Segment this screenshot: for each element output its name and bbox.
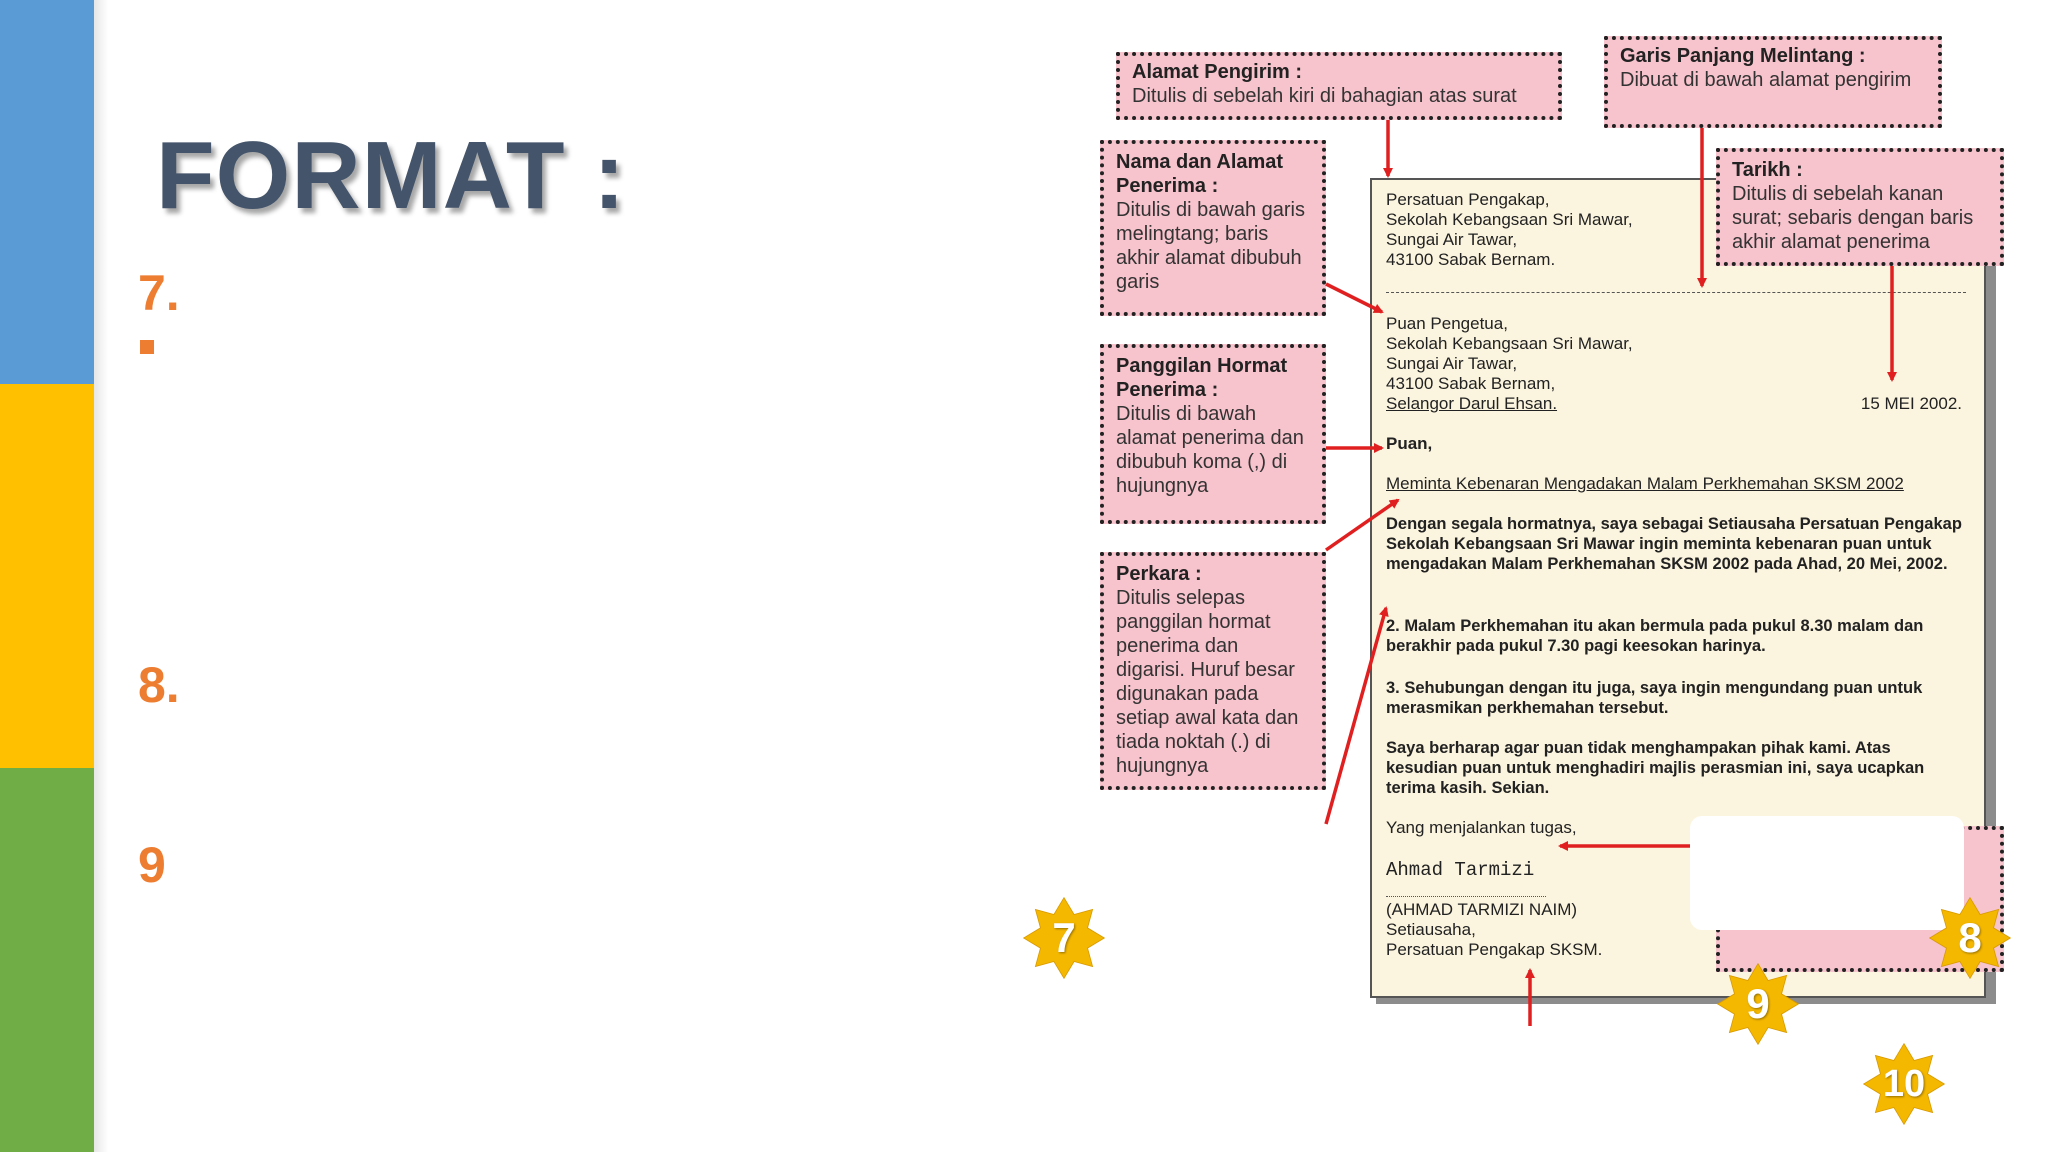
letter-paragraph-3: 3. Sehubungan dengan itu juga, saya ingin mengundang puan untuk merasmikan perkhemahan tersebut. (1386, 679, 1923, 717)
sender-line-1: Persatuan Pengakap, (1386, 190, 1550, 209)
cover-box (1690, 816, 1964, 930)
horizontal-rule (1386, 292, 1966, 293)
badge-label: 10 (1882, 1062, 1926, 1105)
callout-heading: Perkara : (1116, 563, 1202, 585)
letter-paragraph-1: Dengan segala hormatnya, saya sebagai Setiausaha Persatuan Pengakap Sekolah Kebangsaan Sri Mawar ingin meminta kebenaran puan untuk mengadakan Malam Perkhemahan SKSM 2002 pada Ahad, 20 Mei, 2002. (1386, 515, 1962, 573)
callout-heading: Panggilan Hormat Penerima : (1116, 355, 1288, 401)
item-number-7: 7. (138, 265, 180, 321)
letter-closing: Yang menjalankan tugas, (1386, 818, 1577, 837)
callout-body: Ditulis di bawah alamat penerima dan dibubuh koma (,) di hujungnya (1116, 403, 1304, 497)
side-stripe-blue (0, 0, 94, 384)
signer-organisation: Persatuan Pengakap SKSM. (1386, 940, 1603, 959)
slide-title: FORMAT : (156, 122, 627, 229)
letter-signature: Ahmad Tarmizi (1386, 859, 1535, 881)
callout-heading: Nama dan Alamat Penerima : (1116, 151, 1284, 197)
side-stripe-yellow (0, 384, 94, 768)
recipient-line-2: Sekolah Kebangsaan Sri Mawar, (1386, 334, 1633, 353)
side-stripe-green (0, 768, 94, 1152)
callout-body: Ditulis di sebelah kiri di bahagian atas surat (1132, 85, 1517, 107)
signer-title: Setiausaha, (1386, 920, 1476, 939)
badge-label: 9 (1746, 980, 1770, 1027)
badge-9 (1716, 962, 1800, 1046)
callout-body: Dibuat di bawah alamat pengirim (1620, 69, 1912, 91)
letter-salutation: Puan, (1386, 434, 1433, 453)
callout-body: Ditulis selepas panggilan hormat penerima dan digarisi. Huruf besar digunakan pada setiap awal kata dan tiada noktah (.) di hujungnya (1116, 587, 1299, 777)
badge-label: 8 (1958, 914, 1982, 961)
callout-heading: Garis Panjang Melintang : (1620, 45, 1866, 67)
signer-name: (AHMAD TARMIZI NAIM) (1386, 900, 1578, 919)
bullet-marker (140, 340, 154, 354)
badge-10 (1862, 1042, 1946, 1126)
badge-7 (1022, 896, 1106, 980)
sender-line-3: Sungai Air Tawar, (1386, 230, 1518, 249)
recipient-line-5: Selangor Darul Ehsan. (1386, 394, 1558, 413)
callout-body: Ditulis di sebelah kanan surat; sebaris dengan baris akhir alamat penerima (1732, 183, 1974, 253)
callout-body: Ditulis di bawah garis melingtang; baris akhir alamat dibubuh garis (1116, 199, 1305, 293)
letter-date: 15 MEI 2002. (1860, 394, 1962, 413)
item-number-9: 9 (138, 837, 166, 893)
callout-panggilan-hormat (1100, 344, 1326, 524)
callout-alamat-pengirim (1116, 52, 1562, 120)
sender-line-2: Sekolah Kebangsaan Sri Mawar, (1386, 210, 1633, 229)
side-stripe-shadow (94, 0, 108, 1152)
item-number-8: 8. (138, 657, 180, 713)
letter-paragraph-2: 2. Malam Perkhemahan itu akan bermula pada pukul 8.30 malam dan berakhir pada pukul 7.30 pagi keesokan harinya. (1386, 617, 1924, 655)
signature-line (1386, 896, 1546, 897)
recipient-line-3: Sungai Air Tawar, (1386, 354, 1518, 373)
callout-heading: Tarikh : (1732, 159, 1803, 181)
recipient-line-1: Puan Pengetua, (1386, 314, 1508, 333)
callout-heading: Alamat Pengirim : (1132, 61, 1303, 83)
badge-label: 7 (1052, 914, 1076, 961)
letter-paragraph-4: Saya berharap agar puan tidak menghampakan pihak kami. Atas kesudian puan untuk menghadiri majlis perasmian ini, saya ucapkan terima kasih. Sekian. (1386, 739, 1925, 797)
callout-tarikh (1716, 148, 2004, 266)
recipient-line-4: 43100 Sabak Bernam, (1386, 374, 1556, 393)
badge-8 (1928, 896, 2012, 980)
sender-line-4: 43100 Sabak Bernam. (1386, 250, 1556, 269)
letter-subject: Meminta Kebenaran Mengadakan Malam Perkhemahan SKSM 2002 (1386, 474, 1904, 493)
callout-perkara (1100, 552, 1326, 790)
callout-nama-alamat-penerima (1100, 140, 1326, 316)
callout-garis-panjang (1604, 36, 1942, 128)
